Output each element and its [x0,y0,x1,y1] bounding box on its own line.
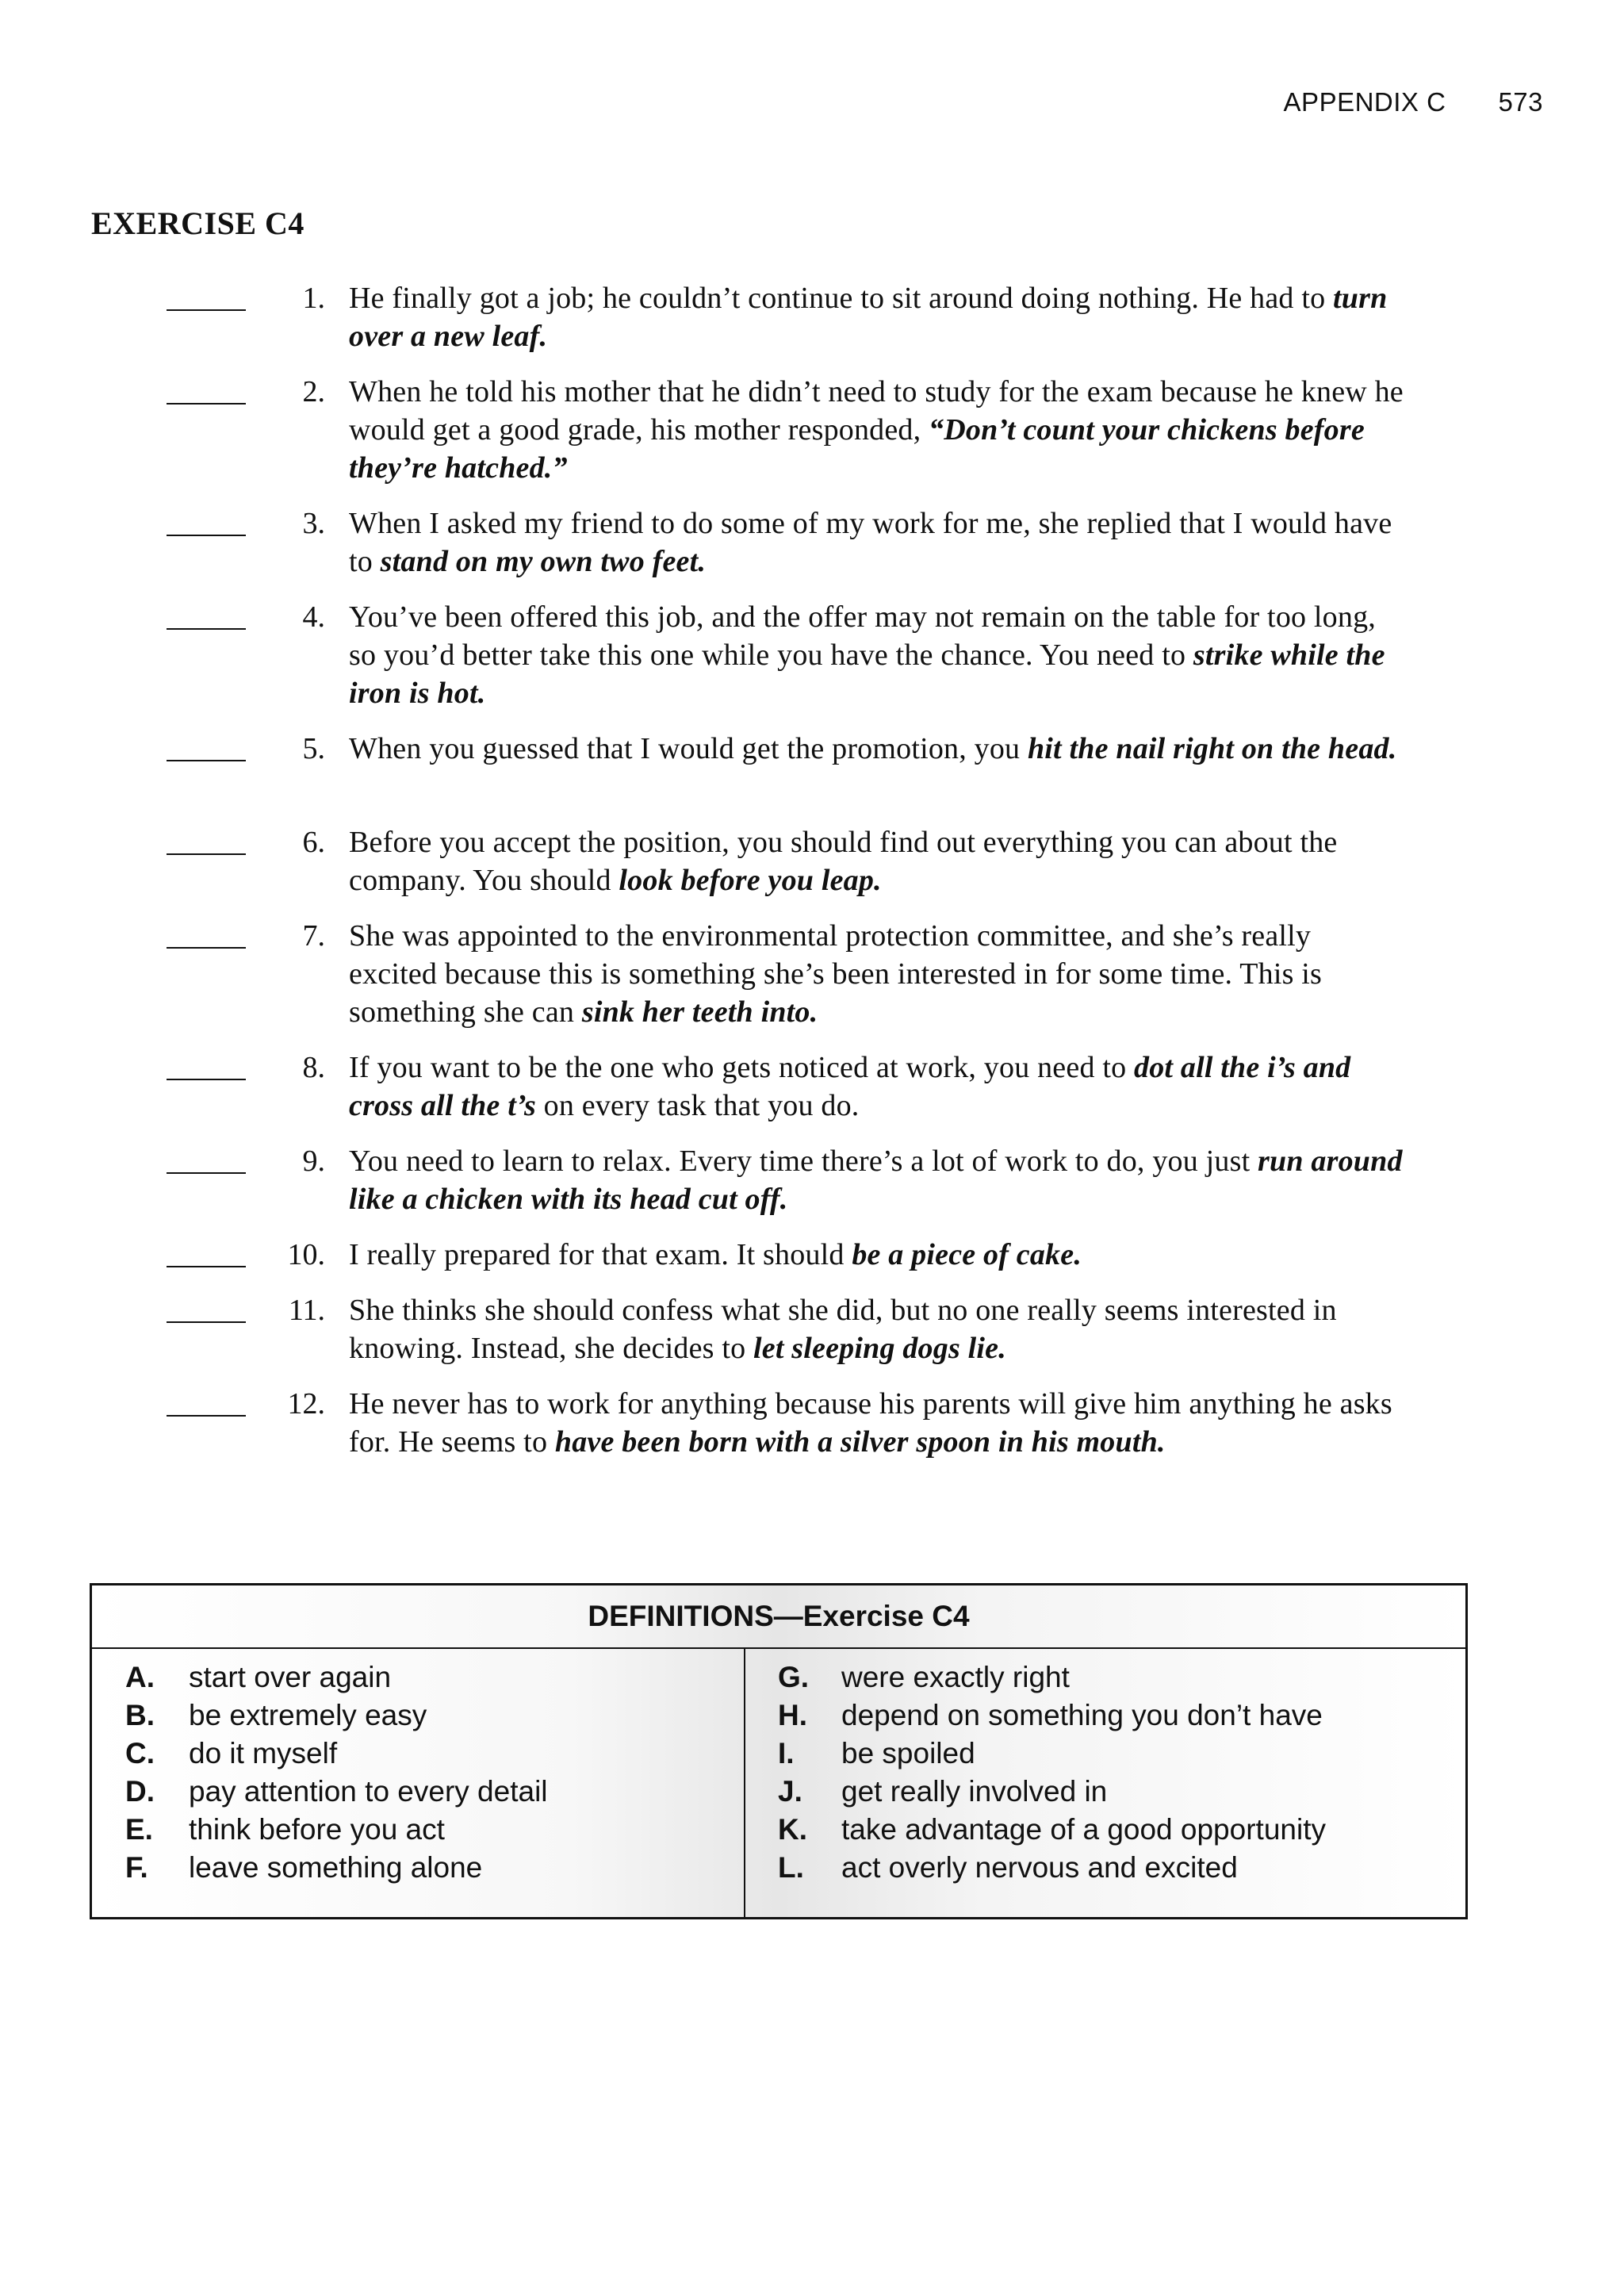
idiom: “Don’t count your chickens before they’re hatched.” [349,413,1365,485]
definition-text: be extremely easy [189,1699,427,1731]
answer-blank[interactable] [167,1321,246,1323]
definition-letter: K. [778,1813,807,1846]
item-number: 12. [287,1387,325,1421]
definition-text: pay attention to every detail [189,1775,548,1808]
idiom: be a piece of cake. [852,1238,1082,1271]
definition-letter: E. [125,1813,153,1846]
definition-row [778,1811,1326,1849]
definition-letter: L. [778,1851,804,1884]
item-text: She was appointed to the environmental protection committee, and she’s really excited because this is something she’s been interested in for some time. This is something she can sink her teeth into. [349,919,1323,1029]
item-text: If you want to be the one who gets noticed at work, you need to dot all the i’s and cross all the t’s on every task that you do. [349,1051,1351,1122]
definition-row [778,1697,1326,1735]
exercise-item-10 [0,1236,1624,1274]
answer-blank[interactable] [167,535,246,536]
item-number: 5. [302,732,325,765]
definition-letter: A. [125,1661,155,1693]
exercise-item-4 [0,598,1624,712]
answer-blank[interactable] [167,1172,246,1174]
answer-blank[interactable] [167,853,246,855]
answer-blank[interactable] [167,403,246,405]
exercise-item-11 [0,1291,1624,1367]
item-number: 2. [302,375,325,408]
definitions-right-column [778,1658,1326,1887]
exercise-item-2 [0,373,1624,487]
item-text: He never has to work for anything because his parents will give him anything he asks for. He seems to have been born with a silver spoon in his mouth. [349,1387,1392,1459]
item-text: Before you accept the position, you should find out everything you can about the company. You should look before you leap. [349,826,1338,897]
item-text: When I asked my friend to do some of my work for me, she replied that I would have to stand on my own two feet. [349,507,1392,578]
definition-letter: H. [778,1699,807,1731]
item-number: 11. [288,1294,325,1327]
exercise-item-7 [0,917,1624,1031]
idiom: dot all the i’s and cross all the t’s [349,1051,1351,1122]
definition-row [125,1697,548,1735]
item-number: 4. [302,600,325,634]
definition-text: take advantage of a good opportunity [841,1813,1326,1846]
definition-letter: B. [125,1699,155,1731]
running-header [1284,87,1543,117]
item-number: 10. [287,1238,325,1271]
idiom: have been born with a silver spoon in his mouth. [554,1425,1166,1459]
definition-letter: G. [778,1661,810,1693]
definition-letter: F. [125,1851,148,1884]
idiom: strike while the iron is hot. [349,638,1385,710]
idiom: turn over a new leaf. [349,282,1388,353]
definition-letter: D. [125,1775,155,1808]
item-text: When he told his mother that he didn’t need to study for the exam because he knew he would get a good grade, his mother responded, “Don’t count your chickens before they’re hatched.” [349,375,1404,485]
definition-text: do it myself [189,1737,338,1769]
idiom: let sleeping dogs lie. [753,1332,1006,1365]
definition-row [778,1773,1326,1811]
definition-letter: C. [125,1737,155,1769]
definition-text: act overly nervous and excited [841,1851,1238,1884]
exercise-item-8 [0,1049,1624,1125]
answer-blank[interactable] [167,628,246,630]
item-number: 1. [302,282,325,315]
definition-letter: J. [778,1775,802,1808]
exercise-item-1 [0,279,1624,355]
definition-letter: I. [778,1737,795,1769]
exercise-item-6 [0,823,1624,899]
definition-text: leave something alone [189,1851,483,1884]
item-text: She thinks she should confess what she did, but no one really seems interested in knowing. Instead, she decides to let sleeping dogs lie. [349,1294,1337,1365]
item-number: 3. [302,507,325,540]
definitions-columns [92,1647,1465,1917]
item-text: When you guessed that I would get the promotion, you hit the nail right on the head. [349,732,1397,765]
definition-text: were exactly right [841,1661,1070,1693]
definition-row [125,1849,548,1887]
definition-row [778,1735,1326,1773]
exercise-title: EXERCISE C4 [91,205,304,241]
item-number: 8. [302,1051,325,1084]
definition-row [778,1658,1326,1697]
item-number: 7. [302,919,325,953]
definition-text: think before you act [189,1813,445,1846]
item-text: I really prepared for that exam. It should be a piece of cake. [349,1238,1082,1271]
definition-text: start over again [189,1661,392,1693]
item-text: You’ve been offered this job, and the offer may not remain on the table for too long, so you’d better take this one while you have the chance. You need to strike while the iron is hot. [349,600,1385,710]
definition-row [778,1849,1326,1887]
answer-blank[interactable] [167,309,246,311]
definitions-title: DEFINITIONS—Exercise C4 [92,1585,1465,1649]
idiom: run around like a chicken with its head cut off. [349,1144,1403,1216]
definitions-box [90,1583,1468,1919]
idiom: hit the nail right on the head. [1027,732,1397,765]
column-divider [744,1647,745,1917]
exercise-item-5 [0,730,1624,806]
definition-text: get really involved in [841,1775,1108,1808]
exercise-item-9 [0,1142,1624,1218]
definitions-left-column [125,1658,548,1887]
definition-text: be spoiled [841,1737,975,1769]
definition-row [125,1773,548,1811]
answer-blank[interactable] [167,1266,246,1267]
definition-row [125,1658,548,1697]
definition-row [125,1735,548,1773]
item-text: You need to learn to relax. Every time there’s a lot of work to do, you just run around like a chicken with its head cut off. [349,1144,1403,1216]
definition-row [125,1811,548,1849]
item-number: 9. [302,1144,325,1178]
answer-blank[interactable] [167,1079,246,1080]
answer-blank[interactable] [167,760,246,761]
definition-text: depend on something you don’t have [841,1699,1323,1731]
idiom: look before you leap. [619,864,882,897]
idiom: sink her teeth into. [581,995,818,1029]
idiom: stand on my own two feet. [380,545,707,578]
item-text: He finally got a job; he couldn’t continue to sit around doing nothing. He had to turn over a new leaf. [349,282,1388,353]
exercise-item-3 [0,504,1624,581]
section-label: APPENDIX C [1283,87,1446,117]
page-number: 573 [1498,87,1543,117]
answer-blank[interactable] [167,1415,246,1417]
exercise-items [0,279,1624,1478]
exercise-item-12 [0,1385,1624,1461]
answer-blank[interactable] [167,947,246,949]
item-number: 6. [302,826,325,859]
